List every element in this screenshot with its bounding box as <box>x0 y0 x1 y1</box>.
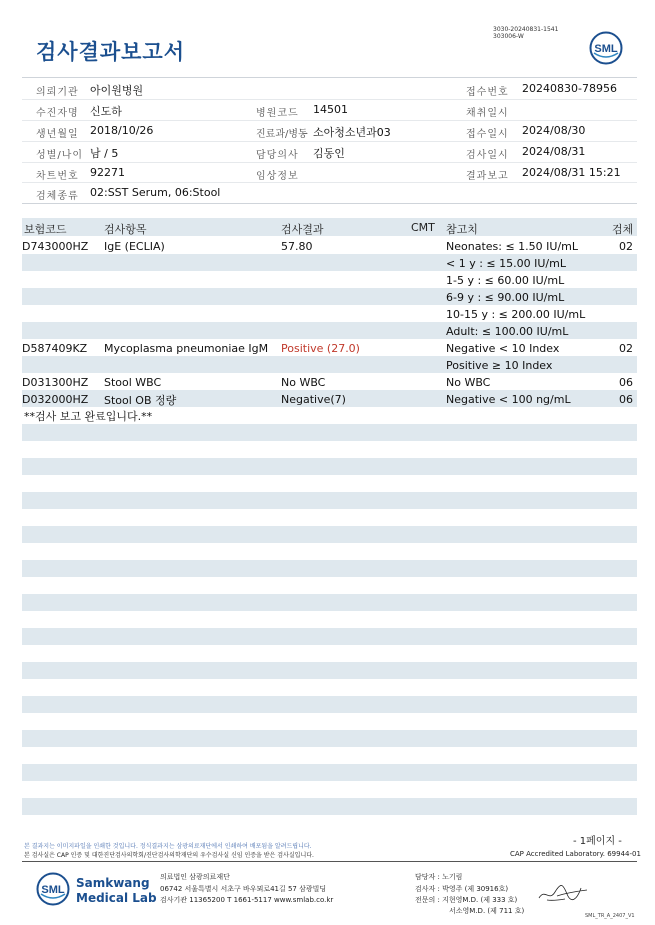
brand-name-line2: Medical Lab <box>76 891 157 905</box>
collection-date-label: 채취일시 <box>466 108 509 119</box>
sex-age-value: 남 / 5 <box>90 147 119 160</box>
staff-specialist-2: 서소영M.D. (제 711 호) <box>449 907 525 915</box>
page-number: - 1페이지 - <box>573 836 622 847</box>
clinical-label: 임상정보 <box>256 171 299 182</box>
receipt-no-value: 20240830-78956 <box>522 82 617 95</box>
specimen-label: 검체종류 <box>36 191 79 202</box>
doctor-value: 김동인 <box>313 147 345 160</box>
row1-specimen: 02 <box>619 240 633 253</box>
col-specimen: 검체 <box>612 223 634 236</box>
patient-label: 수진자명 <box>36 108 79 119</box>
row4-specimen: 06 <box>619 393 633 406</box>
table-stripe <box>22 696 637 713</box>
row4-code: D032000HZ <box>22 393 89 406</box>
footer-divider <box>22 861 637 862</box>
table-stripe <box>22 764 637 781</box>
page-title: 검사결과보고서 <box>36 40 186 64</box>
foundation-name: 의료법인 삼광의료재단 <box>160 873 230 881</box>
report-label: 결과보고 <box>466 171 509 182</box>
hospital-code-value: 14501 <box>313 103 348 116</box>
specimen-value: 02:SST Serum, 06:Stool <box>90 186 221 199</box>
row2-item: Mycoplasma pneumoniae IgM <box>104 342 269 355</box>
row1-ref-5: 10-15 y : ≤ 200.00 IU/mL <box>446 308 586 321</box>
row4-ref-1: Negative < 100 ng/mL <box>446 393 571 406</box>
certification-notice: 본 검사실은 CAP 인증 및 대한진단검사의학회/진단검사의학재단의 우수검사실 신임 인증을 받은 검사실입니다. <box>24 852 314 859</box>
col-result: 검사결과 <box>281 223 324 236</box>
report-code-2: 303006-W <box>493 33 524 40</box>
col-reference: 참고치 <box>446 223 478 236</box>
staff-tester: 검사자 : 박영주 (제 30916호) <box>415 885 509 893</box>
report-date-value: 2024/08/31 15:21 <box>522 166 621 179</box>
row3-code: D031300HZ <box>22 376 89 389</box>
table-stripe <box>22 424 637 441</box>
hospital-code-label: 병원코드 <box>256 108 299 119</box>
row2-result-positive: Positive (27.0) <box>281 342 360 355</box>
staff-specialist-1: 전문의 : 지현영M.D. (제 333 호) <box>415 896 518 904</box>
sml-footer-logo-icon <box>36 872 70 906</box>
foundation-address: 06742 서울특별시 서초구 바우뫼로41길 57 삼광빌딩 <box>160 885 327 893</box>
row1-ref-3: 1-5 y : ≤ 60.00 IU/mL <box>446 274 565 287</box>
report-codes <box>493 26 558 40</box>
test-date-value: 2024/08/31 <box>522 145 586 158</box>
row1-ref-6: Adult: ≤ 100.00 IU/mL <box>446 325 569 338</box>
sex-age-label: 성별/나이 <box>36 150 84 161</box>
staff-in-charge: 담당자 : 노기림 <box>415 873 463 881</box>
row4-result: Negative(7) <box>281 393 346 406</box>
signature-icon <box>537 880 589 906</box>
row3-item: Stool WBC <box>104 376 162 389</box>
chart-no-label: 차트번호 <box>36 171 79 182</box>
row1-ref-4: 6-9 y : ≤ 90.00 IU/mL <box>446 291 565 304</box>
table-stripe <box>22 628 637 645</box>
logo-text: SML <box>594 43 618 55</box>
row3-result: No WBC <box>281 376 326 389</box>
row1-result: 57.80 <box>281 240 313 253</box>
table-stripe <box>22 492 637 509</box>
table-stripe <box>22 662 637 679</box>
brand-name-line1: Samkwang <box>76 876 150 890</box>
table-stripe <box>22 730 637 747</box>
test-date-label: 검사일시 <box>466 150 509 161</box>
row1-ref-2: < 1 y : ≤ 15.00 IU/mL <box>446 257 566 270</box>
report-complete-note: **검사 보고 완료입니다.** <box>24 410 153 423</box>
row2-code: D587409KZ <box>22 342 88 355</box>
footer-logo-text: SML <box>41 884 65 896</box>
row2-ref-1: Negative < 10 Index <box>446 342 560 355</box>
row3-specimen: 06 <box>619 376 633 389</box>
print-notice: 본 결과지는 이미지파일을 인쇄한 것입니다. 정식결과지는 삼광의료재단에서 인쇄하여 배포됨을 알려드립니다. <box>24 843 312 850</box>
chart-no-value: 92271 <box>90 166 125 179</box>
receipt-date-value: 2024/08/30 <box>522 124 586 137</box>
dept-label: 진료과/병동 <box>256 129 308 140</box>
foundation-contact: 검사기관 11365200 T 1661-5117 www.smlab.co.kr <box>160 896 334 904</box>
row1-item: IgE (ECLIA) <box>104 240 165 253</box>
institution-value: 아이원병원 <box>90 84 144 97</box>
document-id: SML_TR_A_2407_V1 <box>585 913 635 919</box>
dob-label: 생년월일 <box>36 129 79 140</box>
table-stripe <box>22 798 637 815</box>
doctor-label: 담당의사 <box>256 150 299 161</box>
table-stripe <box>22 458 637 475</box>
row1-ref-1: Neonates: ≤ 1.50 IU/mL <box>446 240 578 253</box>
row3-ref-1: No WBC <box>446 376 491 389</box>
row1-code: D743000HZ <box>22 240 89 253</box>
patient-value: 신도하 <box>90 105 122 118</box>
row4-item: Stool OB 정량 <box>104 394 177 407</box>
row2-specimen: 02 <box>619 342 633 355</box>
col-cmt: CMT <box>411 221 435 234</box>
report-code-1: 3030-20240831-1541 <box>493 26 559 33</box>
table-stripe <box>22 526 637 543</box>
dob-value: 2018/10/26 <box>90 124 154 137</box>
col-insurance-code: 보험코드 <box>24 223 67 236</box>
institution-label: 의뢰기관 <box>36 87 79 98</box>
row2-ref-2: Positive ≥ 10 Index <box>446 359 553 372</box>
cap-accreditation: CAP Accredited Laboratory. 69944-01 <box>510 850 641 858</box>
col-test-item: 검사항목 <box>104 223 147 236</box>
table-stripe <box>22 594 637 611</box>
sml-logo-icon <box>589 31 623 65</box>
receipt-no-label: 접수번호 <box>466 87 509 98</box>
receipt-date-label: 접수일시 <box>466 129 509 140</box>
table-stripe <box>22 560 637 577</box>
dept-value: 소아청소년과03 <box>313 126 391 139</box>
